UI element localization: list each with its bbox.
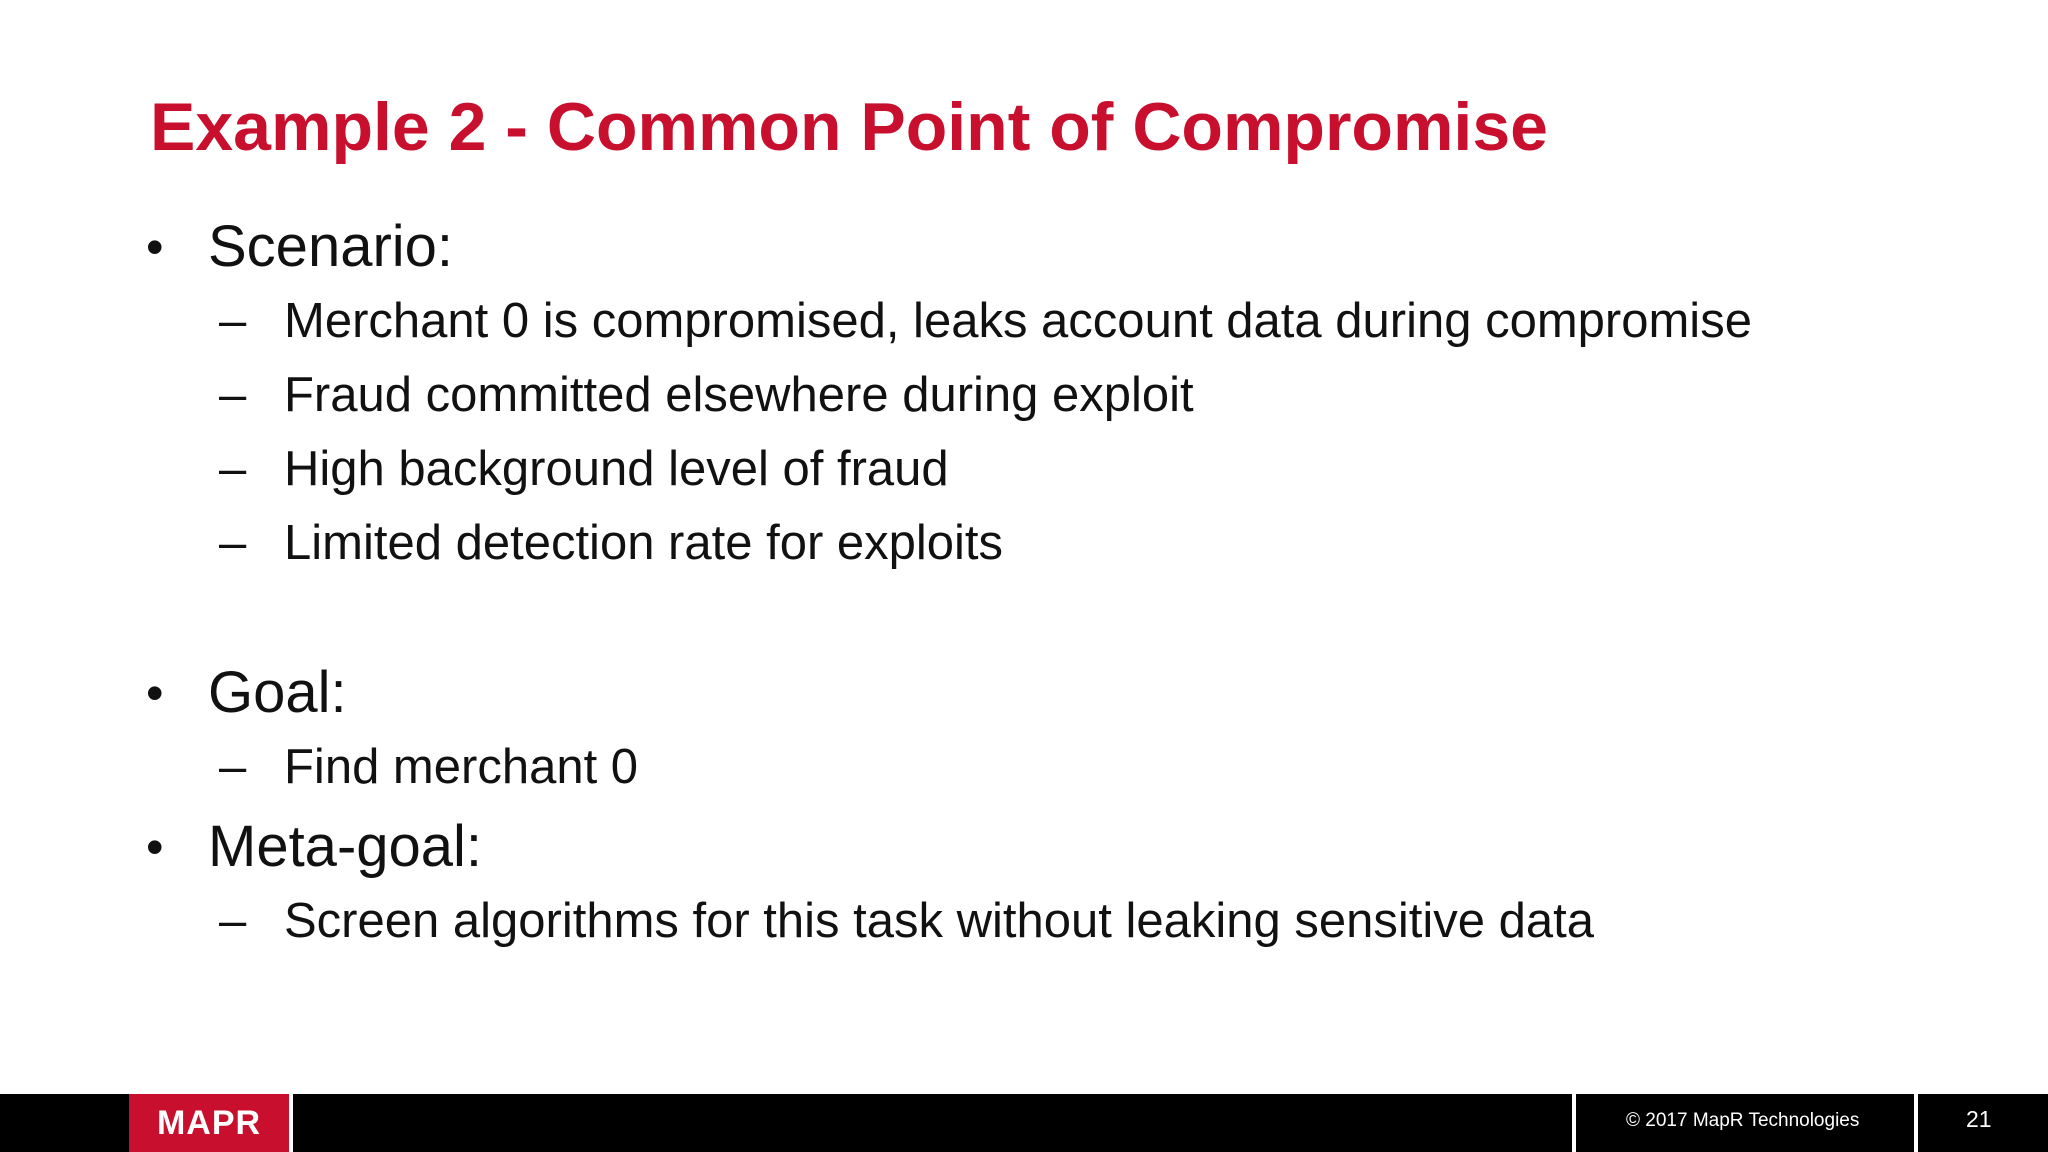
sub-bullet: [146, 432, 1966, 506]
copyright-text: © 2017 MapR Technologies: [1626, 1110, 1860, 1131]
dash-icon: –: [219, 442, 247, 496]
sub-bullet: [146, 506, 1966, 580]
dash-icon: –: [219, 368, 247, 422]
sub-bullet-label: Screen algorithms for this task without leaking sensitive data: [284, 894, 1595, 948]
mapr-logo: MAPR: [129, 1094, 289, 1152]
bullet-scenario: [146, 212, 1966, 282]
bullet-icon: •: [146, 665, 164, 721]
sub-bullet: [146, 358, 1966, 432]
footer-divider: [1914, 1094, 1918, 1152]
footer-divider: [289, 1094, 293, 1152]
sub-bullet-label: Fraud committed elsewhere during exploit: [284, 368, 1194, 422]
bullet-label: Meta-goal:: [208, 814, 483, 879]
bullet-icon: •: [146, 819, 164, 875]
sub-bullet-label: Merchant 0 is compromised, leaks account data during compromise: [284, 294, 1752, 348]
sub-bullet: [146, 884, 1966, 958]
slide-title: Example 2 - Common Point of Compromise: [150, 89, 1548, 165]
dash-icon: –: [219, 516, 247, 570]
bullet-goal: [146, 658, 1966, 728]
bullet-icon: •: [146, 219, 164, 275]
sub-bullet-label: High background level of fraud: [284, 442, 949, 496]
sub-bullet-label: Find merchant 0: [284, 740, 639, 794]
dash-icon: –: [219, 894, 247, 948]
dash-icon: –: [219, 294, 247, 348]
dash-icon: –: [219, 740, 247, 794]
sub-bullet: [146, 730, 1966, 804]
sub-bullet: [146, 284, 1966, 358]
bullet-meta-goal: [146, 812, 1966, 882]
bullet-label: Scenario:: [208, 214, 454, 279]
slide-content: [146, 212, 1966, 958]
page-number: 21: [1966, 1106, 1992, 1132]
bullet-label: Goal:: [208, 660, 347, 725]
sub-bullet-label: Limited detection rate for exploits: [284, 516, 1004, 570]
footer-divider: [1572, 1094, 1576, 1152]
